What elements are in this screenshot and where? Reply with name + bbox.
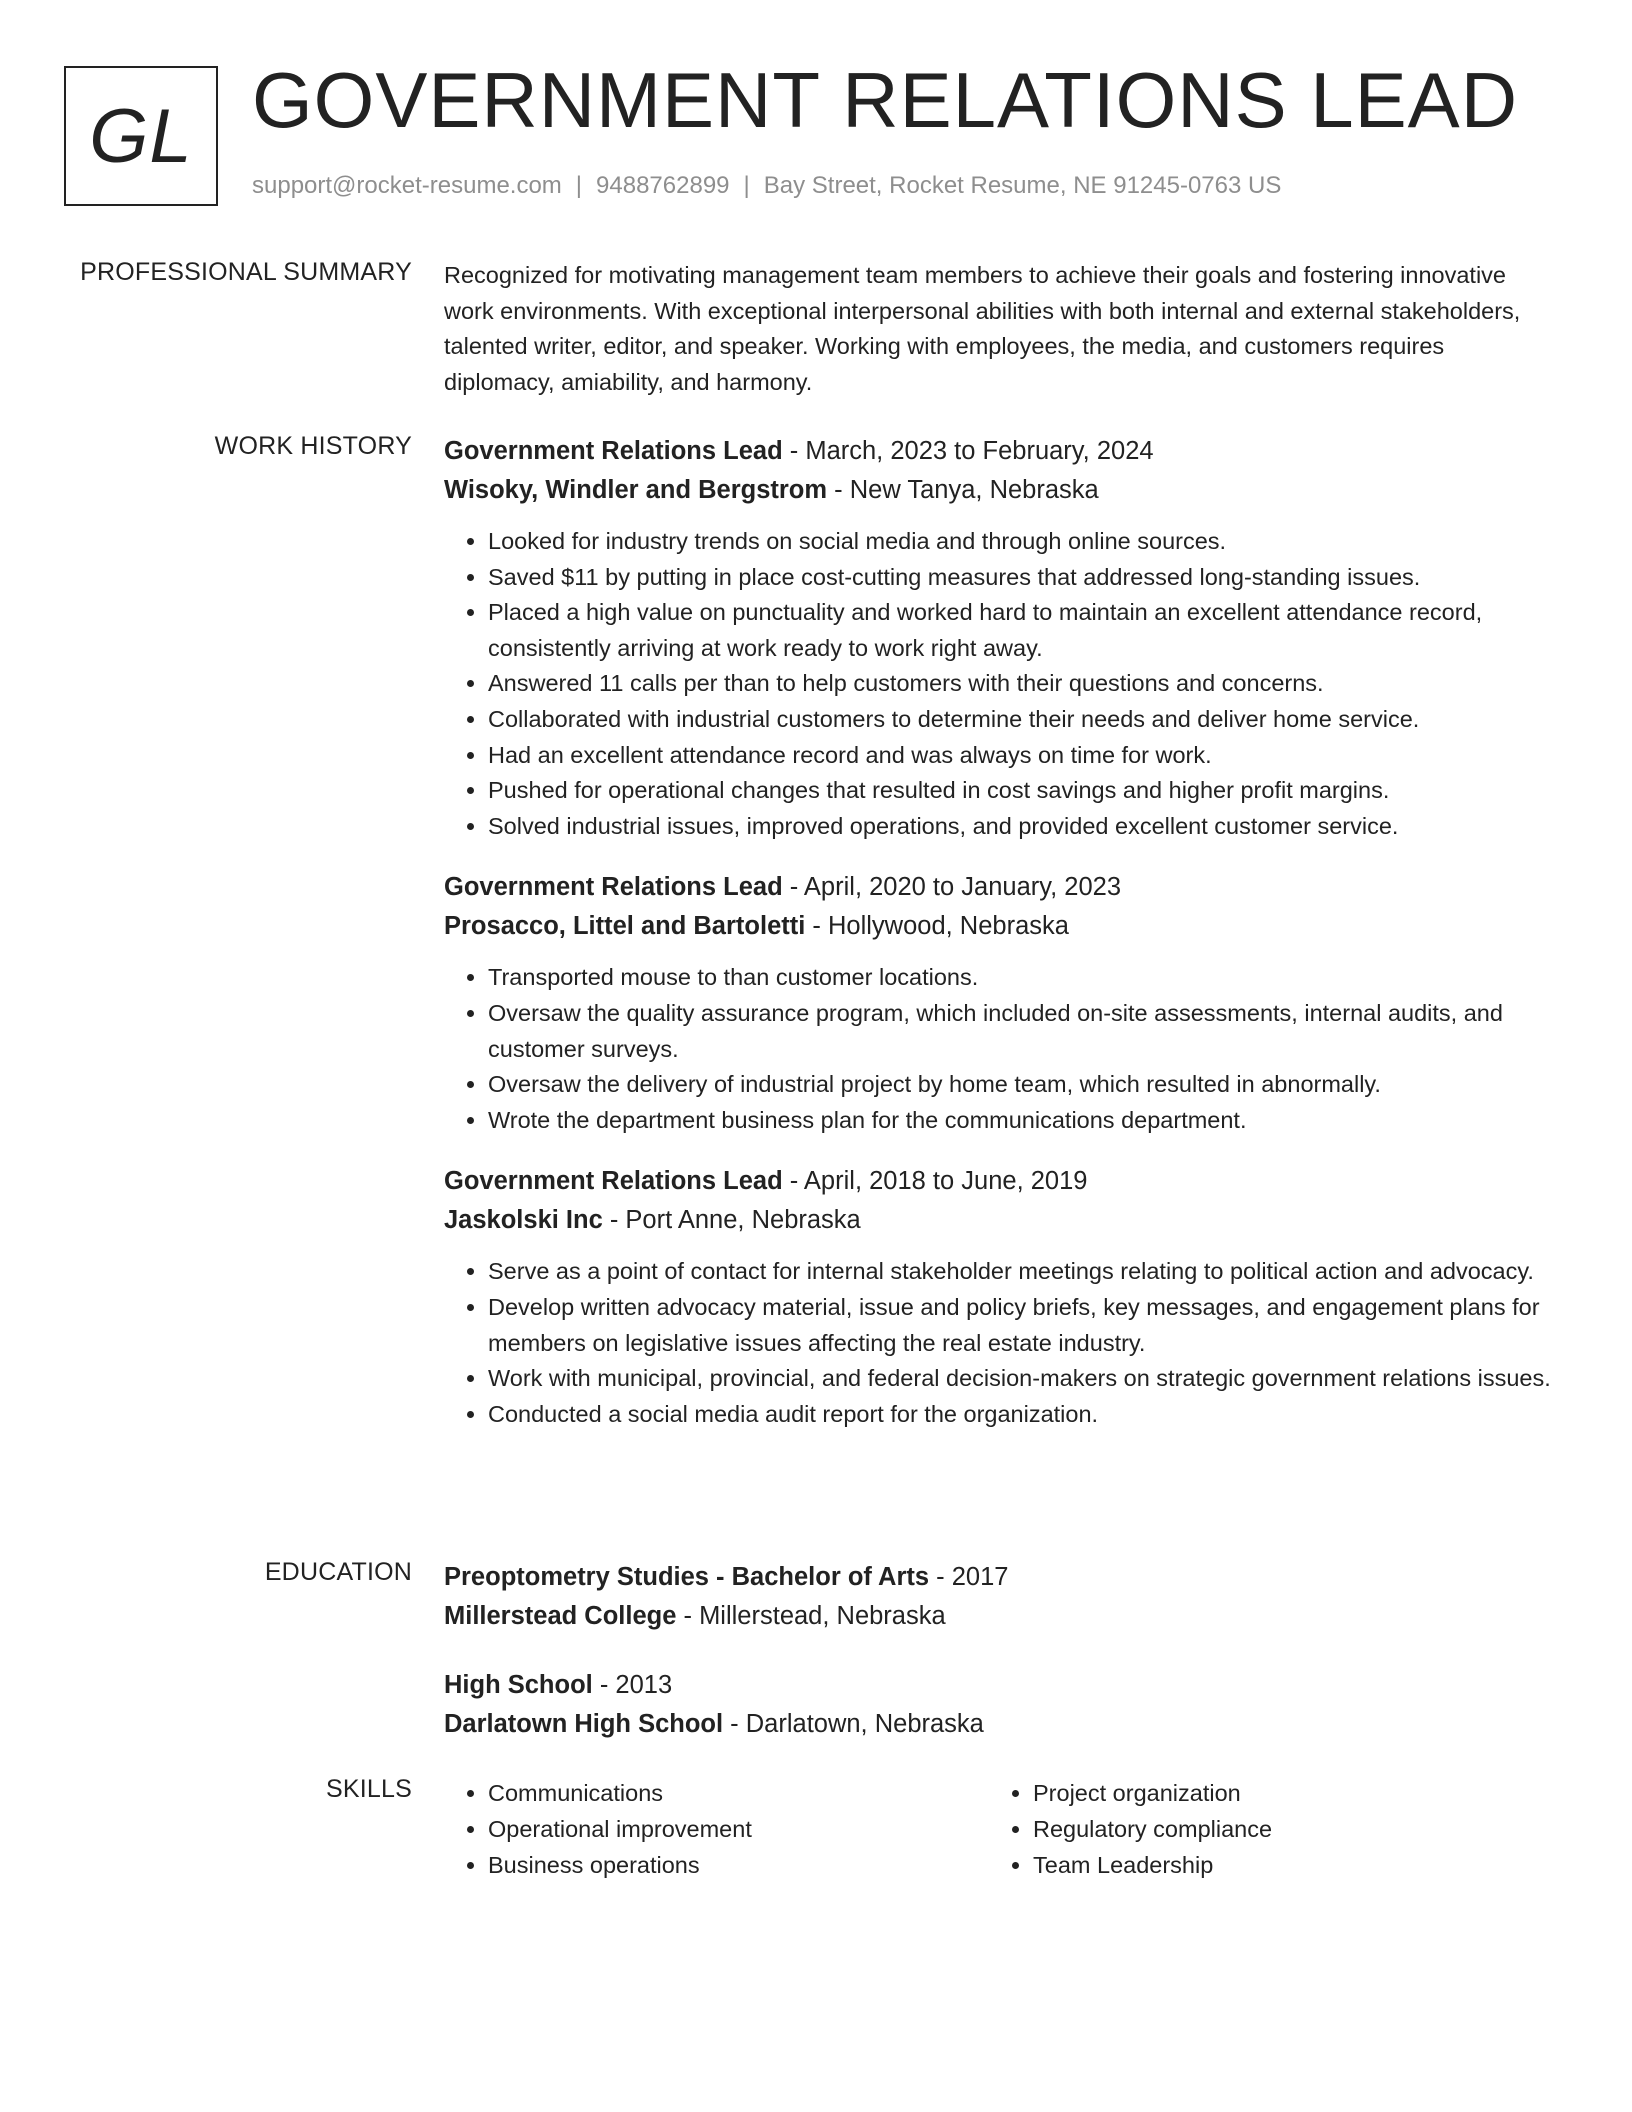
education-degree-line [444,1666,1556,1705]
job-company-line [444,471,1556,510]
skills-column-right [989,1775,1534,1883]
skill-item: • Communications [488,1775,989,1811]
job-bullet: • Collaborated with industrial customers to determine their needs and deliver home service. [488,702,1556,738]
job-bullets [444,524,1556,844]
job-bullet: • Oversaw the quality assurance program, which included on-site assessments, internal audits, and customer surveys. [488,996,1556,1067]
education-degree: Preoptometry Studies - Bachelor of Arts [444,1563,930,1591]
contact-line [252,172,1281,200]
education-body [444,1558,1556,1774]
education-degree-line [444,1558,1556,1597]
job-title-line [444,432,1556,471]
education-school: Millerstead College [444,1602,677,1630]
job-company-line [444,1201,1556,1240]
section-label-work-history: WORK HISTORY [214,432,412,460]
job-bullet: • Placed a high value on punctuality and worked hard to maintain an excellent attendance record, consistently arriving at work ready to work right away. [488,595,1556,666]
job-bullet: • Looked for industry trends on social media and through online sources. [488,524,1556,560]
section-label-skills: SKILLS [326,1775,412,1803]
education-year: - 2017 [929,1563,1009,1591]
contact-separator: | [575,172,583,199]
job-title-line [444,868,1556,907]
job-bullet: • Serve as a point of contact for internal stakeholder meetings relating to political action and advocacy. [488,1254,1556,1290]
job-company-line [444,907,1556,946]
skills-list [989,1775,1534,1883]
job-bullet: • Wrote the department business plan for the communications department. [488,1103,1556,1139]
skill-item: • Project organization [1033,1775,1534,1811]
job-bullet: • Pushed for operational changes that resulted in cost savings and higher profit margins. [488,773,1556,809]
section-label-education: EDUCATION [264,1558,412,1586]
job-title: Government Relations Lead [444,437,783,465]
education-location: - Darlatown, Nebraska [723,1710,984,1738]
job-company: Prosacco, Littel and Bartoletti [444,912,806,941]
job-entry [444,432,1556,844]
education-degree: High School [444,1671,593,1699]
job-bullets [444,1254,1556,1432]
education-school: Darlatown High School [444,1710,724,1738]
job-bullet: • Transported mouse to than customer locations. [488,960,1556,996]
resume-title: GOVERNMENT RELATIONS LEAD [252,56,1519,144]
education-school-line [444,1705,1556,1744]
job-bullet: • Oversaw the delivery of industrial project by home team, which resulted in abnormally. [488,1067,1556,1103]
job-bullets [444,960,1556,1138]
job-company: Wisoky, Windler and Bergstrom [444,476,828,504]
education-location: - Millerstead, Nebraska [676,1602,946,1630]
job-entry [444,1162,1556,1432]
job-title: Government Relations Lead [444,1167,783,1196]
job-bullet: • Work with municipal, provincial, and federal decision-makers on strategic government relations issues. [488,1361,1556,1397]
job-location: - Hollywood, Nebraska [805,912,1069,941]
education-year: - 2013 [592,1671,673,1699]
contact-separator: | [743,172,750,199]
skills-column-left [444,1775,989,1883]
skills-list [444,1775,989,1883]
education-entry [444,1666,1556,1744]
monogram-logo: GL [64,66,218,206]
summary-body [444,258,1556,400]
skill-item: • Operational improvement [488,1811,989,1847]
job-bullet: • Solved industrial issues, improved operations, and provided excellent customer service. [488,809,1556,845]
job-location: - Port Anne, Nebraska [602,1206,861,1235]
work-history-body [444,432,1556,1456]
job-bullet: • Answered 11 calls per than to help customers with their questions and concerns. [488,666,1556,702]
skill-item: • Team Leadership [1033,1847,1534,1883]
job-company: Jaskolski Inc [444,1206,603,1235]
job-title: Government Relations Lead [444,873,783,902]
education-entry [444,1558,1556,1636]
summary-text: Recognized for motivating management team members to achieve their goals and fostering innovative work environments. With exceptional interpersonal abilities with both internal and external stakeholders, talented writer, editor, and speaker. Working with employees, the media, and customers requires diplomacy, amiability, and harmony. [444,262,1521,395]
contact-address: Bay Street, Rocket Resume, NE 91245-0763 US [763,172,1282,199]
skills-body [444,1775,1556,1883]
job-bullet: • Conducted a social media audit report for the organization. [488,1397,1556,1433]
contact-phone: 9488762899 [596,172,730,199]
education-school-line [444,1597,1556,1636]
job-entry [444,868,1556,1138]
job-bullet: • Had an excellent attendance record and was always on time for work. [488,738,1556,774]
skill-item: • Regulatory compliance [1033,1811,1534,1847]
skill-item: • Business operations [488,1847,989,1883]
job-bullet: • Develop written advocacy material, issue and policy briefs, key messages, and engagement plans for members on legislative issues affecting the real estate industry. [488,1290,1556,1361]
job-location: - New Tanya, Nebraska [827,476,1099,504]
job-bullet: • Saved $11 by putting in place cost-cutting measures that addressed long-standing issues. [488,560,1556,596]
skills-grid [444,1775,1556,1883]
section-label-summary: PROFESSIONAL SUMMARY [80,258,412,286]
job-dates: - April, 2020 to January, 2023 [782,873,1121,902]
job-dates: - April, 2018 to June, 2019 [782,1167,1088,1196]
contact-email: support@rocket-resume.com [252,172,562,199]
job-dates: - March, 2023 to February, 2024 [782,437,1154,465]
job-title-line [444,1162,1556,1201]
